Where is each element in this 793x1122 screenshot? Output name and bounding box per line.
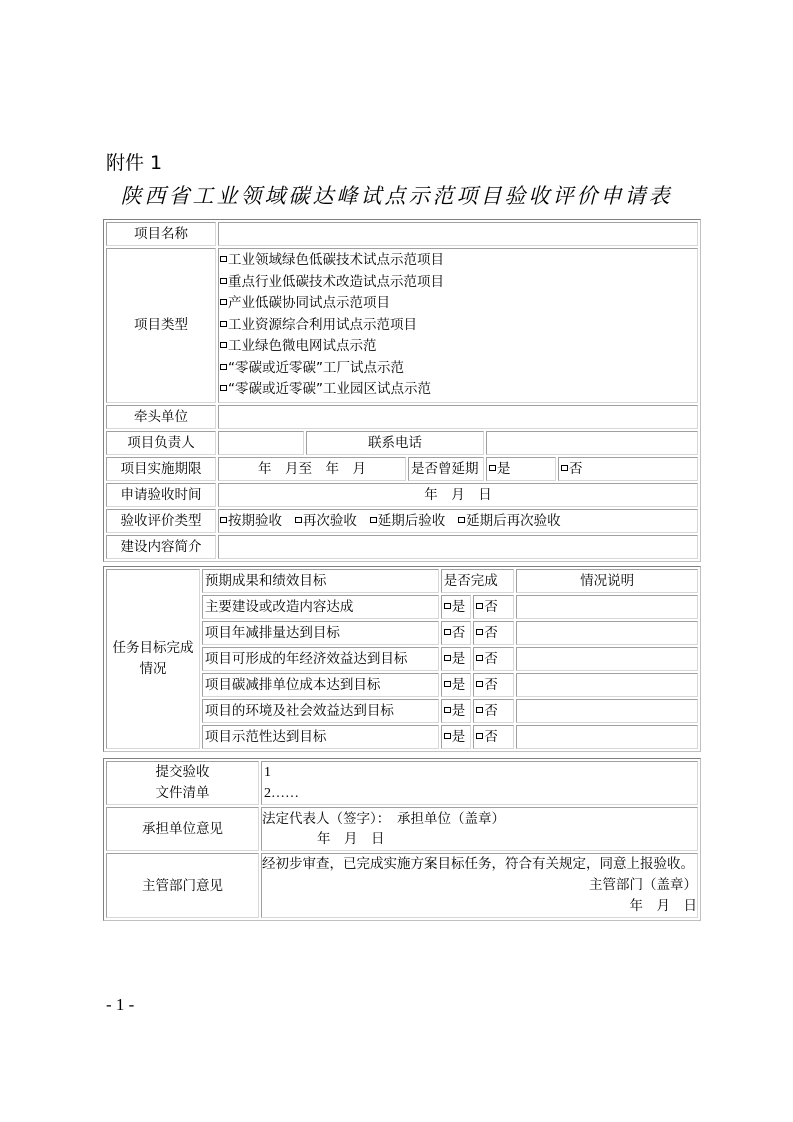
authority-opinion-label: 主管部门意见	[106, 853, 259, 918]
construction-summary-label: 建设内容简介	[106, 535, 216, 559]
checkbox-icon[interactable]	[476, 603, 483, 609]
evaluation-type-options	[218, 509, 698, 533]
undertaker-opinion-label: 承担单位意见	[106, 807, 259, 851]
checkbox-icon[interactable]	[220, 517, 227, 523]
task-completion-table	[103, 566, 701, 752]
checkbox-icon[interactable]	[458, 517, 465, 523]
row-evaluation-type	[106, 509, 698, 533]
application-form-table	[103, 219, 701, 562]
goal-cell: 项目碳减排单位成本达到目标	[202, 673, 439, 697]
note-field[interactable]	[516, 621, 698, 645]
goal-header: 预期成果和绩效目标	[202, 569, 439, 593]
done-header: 是否完成	[441, 569, 514, 593]
extended-label: 是否曾延期	[408, 457, 484, 481]
row-application-time	[106, 483, 698, 507]
row-construction-summary	[106, 535, 698, 559]
opinions-table	[103, 758, 701, 921]
contact-phone-field[interactable]	[486, 431, 698, 455]
checkbox-icon[interactable]	[295, 517, 302, 523]
checkbox-icon[interactable]	[220, 321, 227, 327]
option-1[interactable]: 是	[441, 673, 472, 697]
project-type-options	[218, 248, 698, 403]
option-2[interactable]: 否	[473, 699, 514, 723]
authority-opinion-field[interactable]: 经初步审查，已完成实施方案目标任务，符合有关规定，同意上报验收。 主管部门（盖章） 年 月 日	[261, 853, 698, 918]
evaluation-type-option[interactable]: 按期验收	[220, 513, 282, 529]
checkbox-icon[interactable]	[444, 629, 451, 635]
evaluation-type-option[interactable]: 延期后验收	[370, 513, 446, 529]
option-1[interactable]: 是	[441, 725, 472, 749]
note-field[interactable]	[516, 699, 698, 723]
row-authority-opinion	[106, 853, 698, 918]
goal-cell: 项目示范性达到目标	[202, 725, 439, 749]
extended-no-option[interactable]: 否	[558, 457, 698, 481]
row-project-leader	[106, 431, 698, 455]
checkbox-icon[interactable]	[220, 256, 227, 262]
row-submitted-files	[106, 761, 698, 805]
lead-unit-field[interactable]	[218, 405, 698, 429]
checkbox-icon[interactable]	[444, 681, 451, 687]
form-title: 陕西省工业领域碳达峰试点示范项目验收评价申请表	[120, 184, 673, 208]
evaluation-type-option[interactable]: 延期后再次验收	[458, 513, 561, 529]
submitted-files-field[interactable]: 1 2……	[261, 761, 698, 805]
project-type-option[interactable]: 产业低碳协同试点示范项目	[220, 293, 697, 315]
project-type-option[interactable]: 工业领域绿色低碳技术试点示范项目	[220, 250, 697, 272]
note-field[interactable]	[516, 647, 698, 671]
checkbox-icon[interactable]	[370, 517, 377, 523]
checkbox-icon[interactable]	[220, 299, 227, 305]
checkbox-icon[interactable]	[220, 278, 227, 284]
option-1[interactable]: 是	[441, 699, 472, 723]
option-1[interactable]: 是	[441, 647, 472, 671]
checkbox-icon[interactable]	[220, 342, 227, 348]
application-time-label: 申请验收时间	[106, 483, 216, 507]
task-completion-label: 任务目标完成情况	[106, 569, 200, 749]
option-2[interactable]: 否	[473, 725, 514, 749]
project-leader-field[interactable]	[218, 431, 304, 455]
attachment-label: 附件 1	[106, 152, 163, 174]
implementation-period-label: 项目实施期限	[106, 457, 216, 481]
checkbox-icon[interactable]	[561, 465, 568, 471]
page-number: - 1 -	[106, 995, 135, 1014]
option-1[interactable]: 是	[441, 595, 472, 619]
extended-yes-option[interactable]: 是	[486, 457, 556, 481]
note-field[interactable]	[516, 595, 698, 619]
checkbox-icon[interactable]	[220, 364, 227, 370]
checkbox-icon[interactable]	[444, 707, 451, 713]
option-2[interactable]: 否	[473, 621, 514, 645]
checkbox-icon[interactable]	[476, 707, 483, 713]
contact-phone-label: 联系电话	[306, 431, 484, 455]
project-type-option[interactable]: 工业资源综合利用试点示范项目	[220, 315, 697, 337]
evaluation-type-label: 验收评价类型	[106, 509, 216, 533]
project-type-option[interactable]: “零碳或近零碳”工业园区试点示范	[220, 379, 697, 401]
checkbox-icon[interactable]	[444, 655, 451, 661]
project-leader-label: 项目负责人	[106, 431, 216, 455]
row-undertaker-opinion	[106, 807, 698, 851]
project-type-label: 项目类型	[106, 248, 216, 403]
row-project-type	[106, 248, 698, 403]
note-header: 情况说明	[516, 569, 698, 593]
checkbox-icon[interactable]	[476, 629, 483, 635]
construction-summary-field[interactable]	[218, 535, 698, 559]
option-2[interactable]: 否	[473, 595, 514, 619]
project-name-label: 项目名称	[106, 222, 216, 246]
option-1[interactable]: 否	[441, 621, 472, 645]
checkbox-icon[interactable]	[476, 733, 483, 739]
undertaker-opinion-field[interactable]: 法定代表人（签字）： 承担单位（盖章） 年 月 日	[261, 807, 698, 851]
option-2[interactable]: 否	[473, 673, 514, 697]
project-type-option[interactable]: 工业绿色微电网试点示范	[220, 336, 697, 358]
project-name-field[interactable]	[218, 222, 698, 246]
goal-cell: 项目可形成的年经济效益达到目标	[202, 647, 439, 671]
goal-cell: 项目的环境及社会效益达到目标	[202, 699, 439, 723]
goal-cell: 主要建设或改造内容达成	[202, 595, 439, 619]
project-type-option[interactable]: 重点行业低碳技术改造试点示范项目	[220, 272, 697, 294]
submitted-files-label: 提交验收 文件清单	[106, 761, 259, 805]
project-type-option[interactable]: “零碳或近零碳”工厂试点示范	[220, 358, 697, 380]
note-field[interactable]	[516, 673, 698, 697]
checkbox-icon[interactable]	[476, 655, 483, 661]
checkbox-icon[interactable]	[476, 681, 483, 687]
implementation-period-field[interactable]: 年 月至 年 月	[218, 457, 406, 481]
checkbox-icon[interactable]	[220, 385, 227, 391]
checkbox-icon[interactable]	[489, 465, 496, 471]
application-time-field[interactable]: 年 月 日	[218, 483, 698, 507]
evaluation-type-option[interactable]: 再次验收	[295, 513, 357, 529]
row-implementation-period	[106, 457, 698, 481]
checkbox-icon[interactable]	[444, 733, 451, 739]
row-project-name	[106, 222, 698, 246]
note-field[interactable]	[516, 725, 698, 749]
lead-unit-label: 牵头单位	[106, 405, 216, 429]
goal-cell: 项目年减排量达到目标	[202, 621, 439, 645]
row-lead-unit	[106, 405, 698, 429]
option-2[interactable]: 否	[473, 647, 514, 671]
checkbox-icon[interactable]	[444, 603, 451, 609]
